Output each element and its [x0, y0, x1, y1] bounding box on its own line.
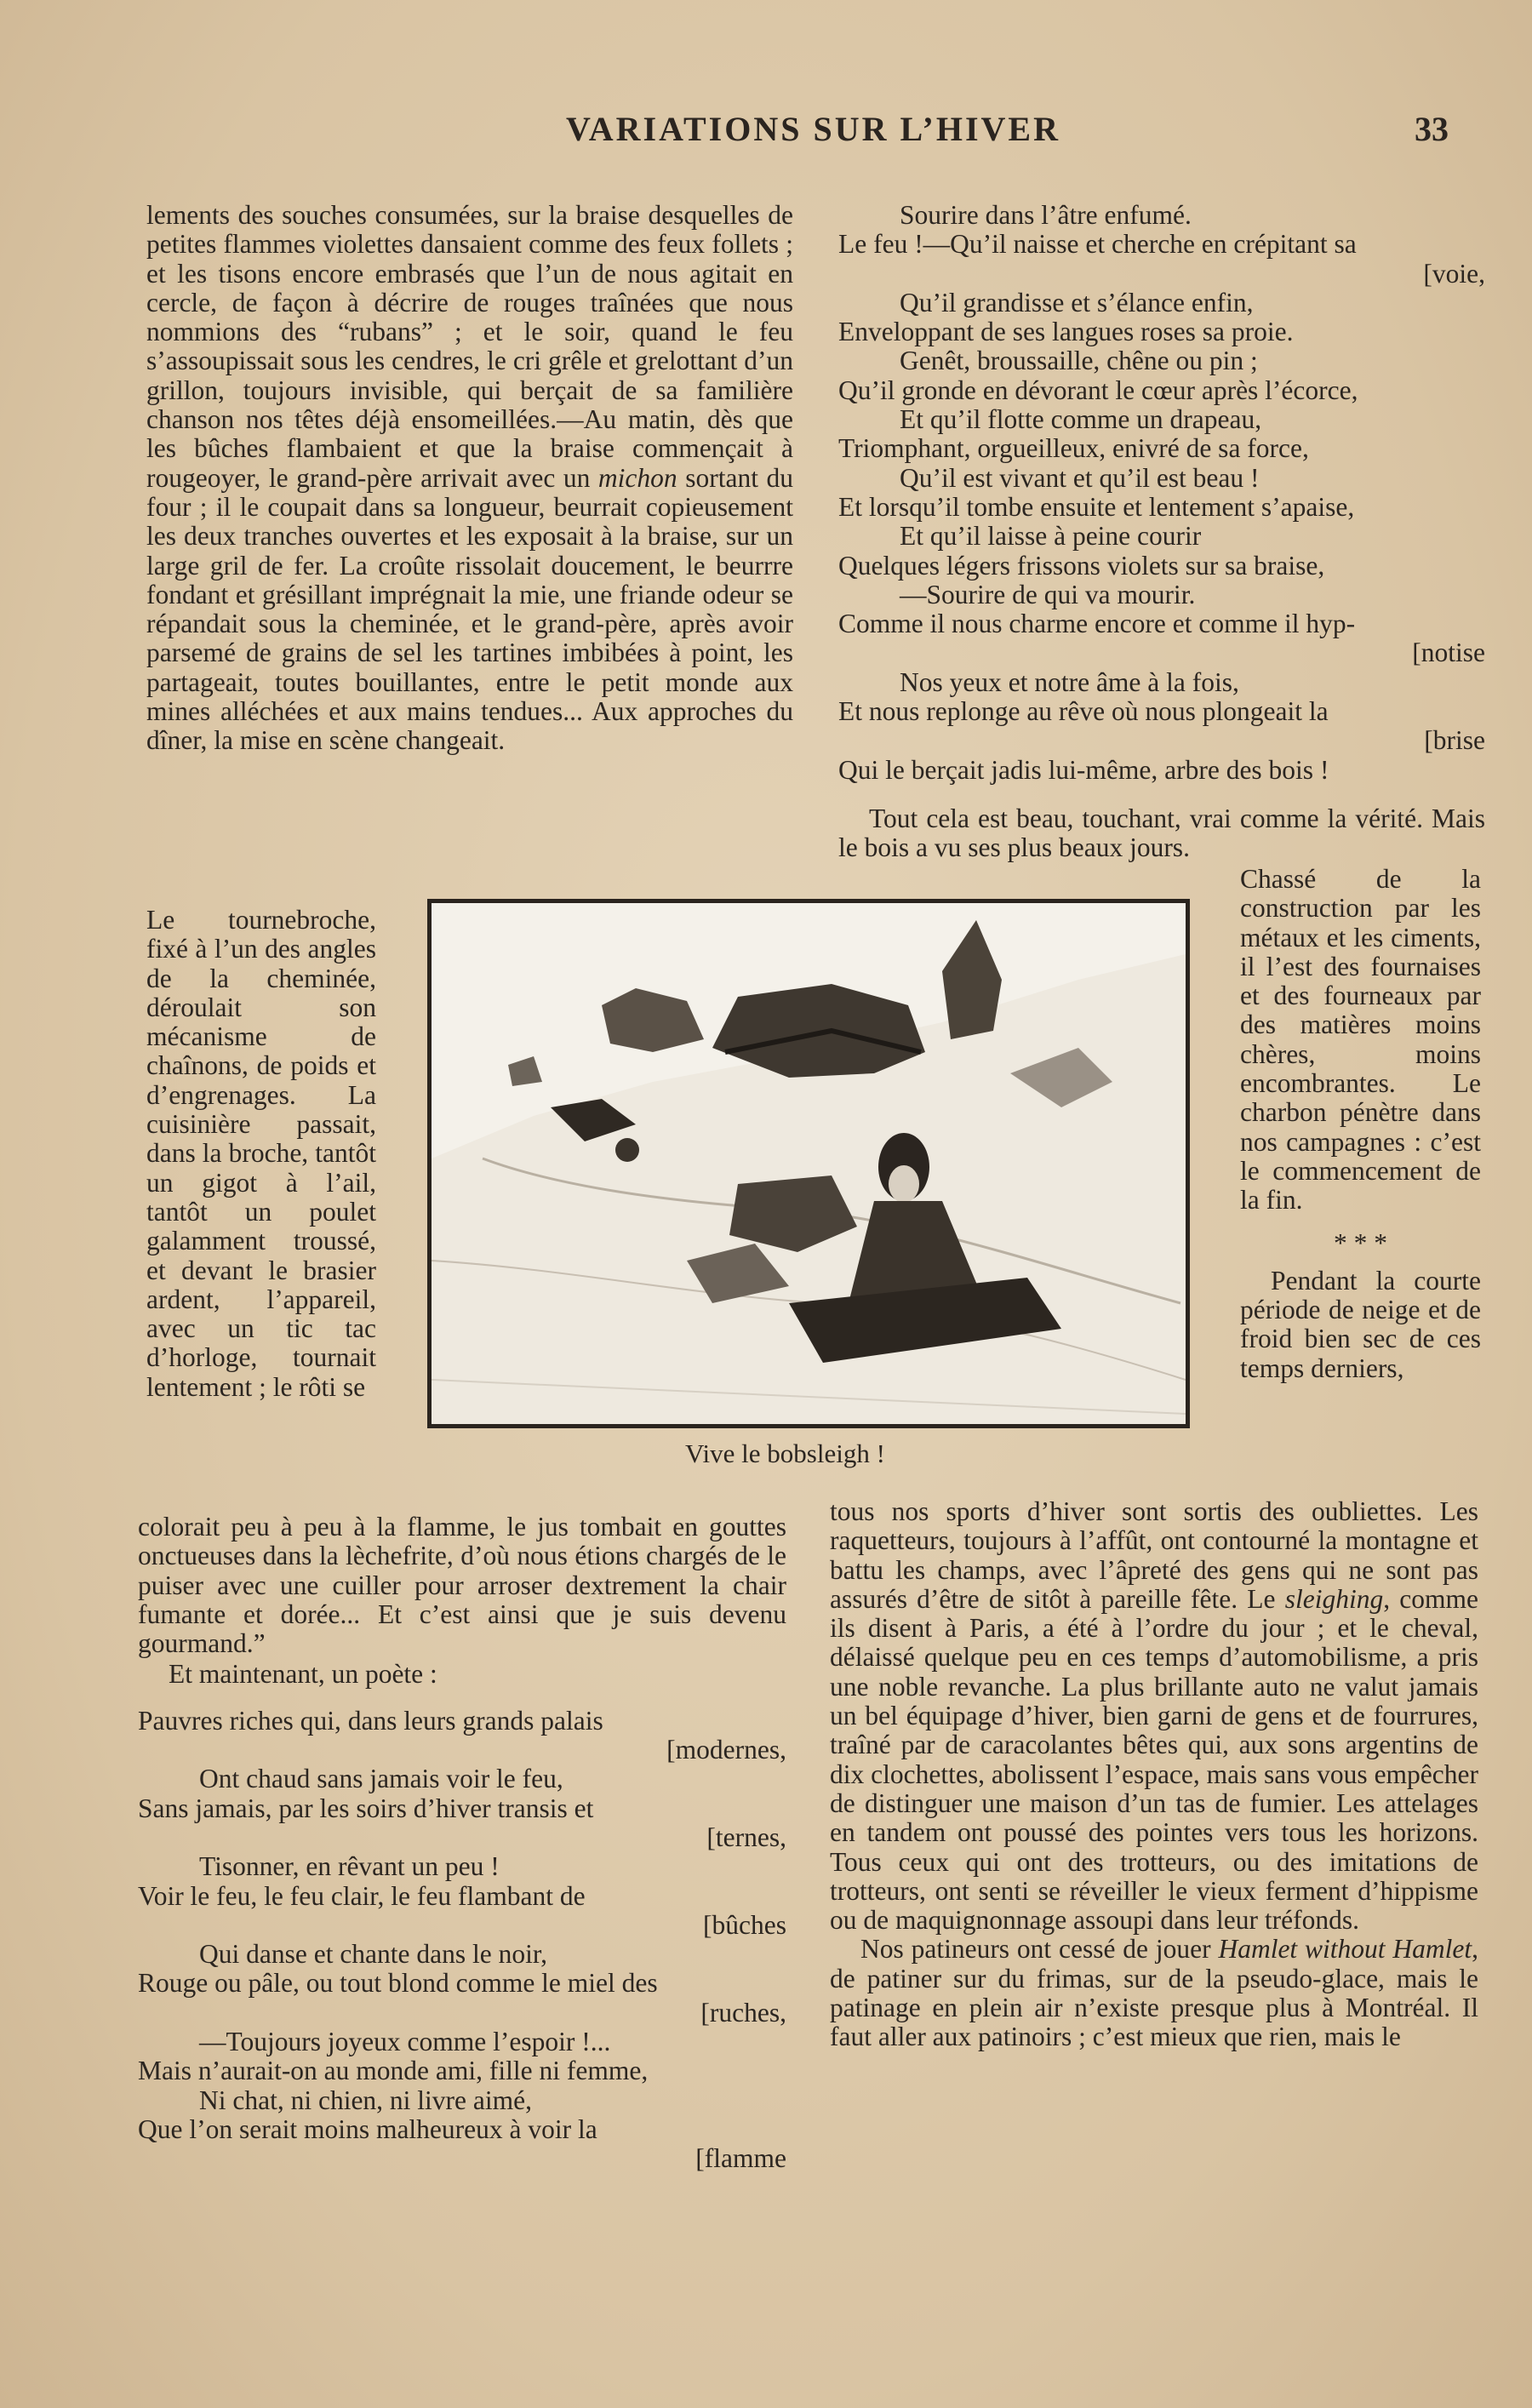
left-column-top-text	[146, 201, 793, 756]
paragraph: colorait peu à peu à la flamme, le jus tombait en gouttes onctueuses dans la lèchefrite, d’où nous étions chargés de le puiser avec une cuiller pour arroser dextrement la chair fumante et dorée... Et c’est ainsi que je suis devenu gourmand.”	[138, 1512, 786, 1659]
poem-line: Qu’il grandisse et s’élance enfin,	[900, 287, 1254, 317]
poem-line: Le feu !—Qu’il naisse et cherche en crépitant sa	[838, 229, 1357, 260]
poem-line: [bûches	[703, 1909, 786, 1940]
poem-line: Qui le berçait jadis lui-même, arbre des bois !	[838, 754, 1329, 785]
poem-line: Ont chaud sans jamais voir le feu,	[199, 1764, 563, 1794]
poem-line: Ni chat, ni chien, ni livre aimé,	[199, 2085, 532, 2115]
poem-line: —Toujours joyeux comme l’espoir !...	[199, 2027, 611, 2057]
paragraph: Nos patineurs ont cessé de jouer Hamlet without Hamlet, de patiner sur du frimas, sur de la pseudo-glace, mais le patinage en plein air n’existe presque plus à Montréal. Il faut aller aux patinoirs ; c’est mieux que rien, mais le	[830, 1934, 1478, 2052]
poem-intro: Et maintenant, un poète :	[169, 1659, 437, 1690]
paragraph: Tout cela est beau, touchant, vrai comme la vérité. Mais le bois a vu ses plus beaux jours.	[838, 804, 1485, 863]
left-column-bottom	[138, 1513, 786, 2174]
poem-line: Qu’il est vivant et qu’il est beau !	[900, 462, 1260, 493]
poem-line: Pauvres riches qui, dans leurs grands palais	[138, 1705, 603, 1736]
poem-line: [flamme	[695, 2143, 786, 2174]
poem-line: Comme il nous charme encore et comme il hyp-	[838, 609, 1356, 639]
poem-line: Et nous replonge au rêve où nous plongeait la	[838, 696, 1329, 727]
right-column-poem	[838, 201, 1485, 785]
poem-line: [voie,	[1423, 258, 1485, 289]
poem-line: [notise	[1412, 638, 1485, 668]
paragraph: tous nos sports d’hiver sont sortis des oubliettes. Les raquetteurs, toujours à l’affût, ont contourné la montagne et battu les champs, avec l’âpreté des gens qui ne sont pas assurés d’être de sitôt à pareille fête. Le sleighing, comme ils disent à Paris, a été à l’ordre du jour ; et le cheval, délaissé quelque peu en ces temps d’automobilisme, a pris une noble revanche. La plus brillante auto ne valut jamais un bel équipage d’hiver, bien garni de gens et de fourrures, traîné par de caracolantes bêtes qui, aux sons argentins de dix clochettes, abolissent l’espace, mais sans vous empêcher de distinguer une maison d’un tas de fumier. Les attelages en tandem ont poussé des pointes vers tous les horizons. Tous ceux qui ont des trotteurs, ou des imitations de trotteurs, ont senti se réveiller le vieux ferment d’hippisme ou de maquignonnage assoupi dans leur tréfonds.	[830, 1496, 1479, 1936]
paragraph: lements des souches consumées, sur la braise desquelles de petites flammes violettes dansaient comme des feux follets ; et les tisons encore embrasés que l’un de nous agitait en cercle, de façon à décrire de rouges traînées que nous nommions des “rubans” ; et le soir, quand le feu s’assoupissait sous les cendres, le cri grêle et grelottant d’un grillon, toujours invisible, qui berçait de sa familière chanson nos têtes déjà ensomeillées.—Au matin, dès que les bûches flambaient et que la braise commençait à rougeoyer, le grand-père arrivait avec un michon sortant du four ; il le coupait dans sa longueur, beurrait copieusement les deux tranches ouvertes et les exposait à la braise, sur un large gril de fer. La croûte rissolait doucement, le beurrre fondant et grésillant imprégnait la mie, une friande odeur se répandait sous la cheminée, et le grand-père, après avoir parsemé de grains de sel les tartines imbibées à point, les partageait, toutes bouillantes, entre le petit monde aux mines alléchées et aux mains tendues... Aux approches du dîner, la mise en scène changeait.	[146, 200, 793, 756]
poem-line: Enveloppant de ses langues roses sa proie.	[838, 317, 1294, 347]
poem-line: Voir le feu, le feu clair, le feu flambant de	[138, 1880, 586, 1911]
poem-line: [ternes,	[706, 1822, 786, 1852]
poem-line: Mais n’aurait-on au monde ami, fille ni femme,	[138, 2056, 649, 2086]
section-separator: * * *	[1334, 1227, 1387, 1258]
poem-line: Sans jamais, par les soirs d’hiver transis et	[138, 1793, 594, 1823]
poem-line: Quelques légers frissons violets sur sa braise,	[838, 550, 1325, 581]
poem-line: Tisonner, en rêvant un peu !	[199, 1851, 500, 1882]
poem-line: Nos yeux et notre âme à la fois,	[900, 666, 1239, 697]
poem-line: [ruches,	[700, 1997, 786, 2028]
poem-line: Genêt, broussaille, chêne ou pin ;	[900, 346, 1258, 376]
poem-line: —Sourire de qui va mourir.	[900, 579, 1196, 609]
paragraph: Le tournebroche, fixé à l’un des angles de la cheminée, déroulait son mécanisme de chaînons, de poids et d’engrenages. La cuisinière passait, dans la broche, tantôt un gigot à l’ail, tantôt un poulet galamment troussé, et devant le brasier ardent, l’appareil, avec un tic tac d’horloge, tournait lentement ; le rôti se	[146, 905, 376, 1402]
poem-line: Et lorsqu’il tombe ensuite et lentement s’apaise,	[838, 491, 1355, 522]
poem-line: Qu’il gronde en dévorant le cœur après l’écorce,	[838, 375, 1358, 405]
running-header	[0, 109, 1532, 160]
right-column-bottom	[830, 1497, 1478, 2052]
poem-line: Sourire dans l’âtre enfumé.	[900, 200, 1192, 230]
running-title: VARIATIONS SUR L’HIVER	[566, 110, 1060, 148]
poem-line: Qui danse et chante dans le noir,	[199, 1939, 547, 1970]
left-narrow-text	[146, 906, 376, 1402]
poem-line: Et qu’il laisse à peine courir	[900, 521, 1202, 552]
poem-line: Triomphant, orgueilleux, enivré de sa force,	[838, 433, 1309, 464]
snow-scene-image	[432, 903, 1186, 1424]
right-column-prose	[838, 804, 1485, 863]
right-narrow-text	[1240, 865, 1481, 1383]
paragraph: Chassé de la construction par les métaux et les ciments, il l’est des fournaises et des fourneaux par des matières moins chères, moins encombrantes. Le charbon pénètre dans nos campagnes : c’est le commencement de la fin.	[1240, 864, 1481, 1215]
poem-line: [brise	[1424, 725, 1485, 756]
poem-line: [modernes,	[666, 1735, 786, 1765]
poem-line: Rouge ou pâle, ou tout blond comme le miel des	[138, 1968, 658, 1999]
paragraph: Pendant la courte période de neige et de froid bien sec de ces temps derniers,	[1240, 1265, 1481, 1383]
poem-line: Et qu’il flotte comme un drapeau,	[900, 404, 1262, 435]
bobsleigh-photo	[427, 899, 1190, 1428]
poem-line: Que l’on serait moins malheureux à voir la	[138, 2113, 597, 2144]
photo-caption: Vive le bobsleigh !	[685, 1439, 885, 1468]
left-column-poem	[138, 1707, 786, 2174]
page-number: 33	[1415, 110, 1449, 148]
